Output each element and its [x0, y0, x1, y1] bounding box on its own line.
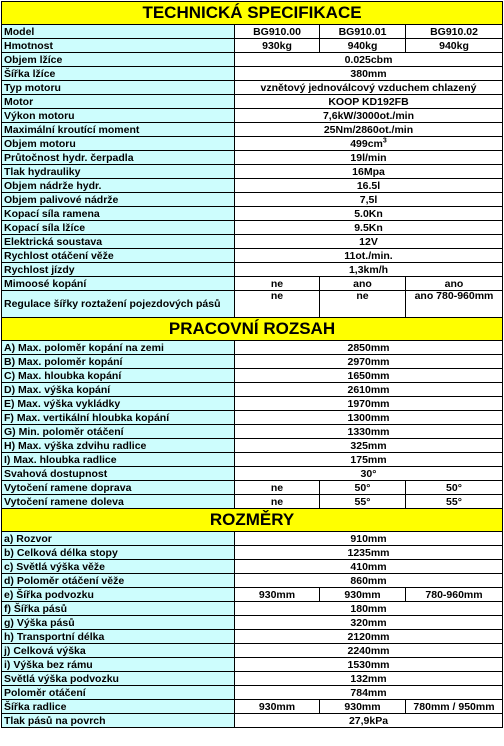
row-value-text: 25Nm/2860ot./min	[323, 123, 414, 136]
row-value	[235, 109, 503, 123]
table-row	[2, 686, 503, 700]
row-value	[235, 439, 503, 453]
sirka-podvozku-value-2: 930mm	[320, 588, 406, 602]
row-value-text: 1330mm	[347, 425, 390, 438]
row-value	[235, 602, 503, 616]
row-value-text: 1,3km/h	[348, 263, 389, 276]
table-row	[2, 81, 503, 95]
row-value	[235, 546, 503, 560]
table-row-tlak-pasu	[2, 714, 503, 728]
row-value-text: 860mm	[350, 574, 387, 587]
row-label: G) Min. poloměr otáčení	[2, 425, 235, 439]
model-3: BG910.02	[406, 25, 503, 39]
row-label: f) Šířka pásů	[2, 602, 235, 616]
table-row	[2, 574, 503, 588]
table-row	[2, 453, 503, 467]
sirka-radlice-value-3: 780mm / 950mm	[406, 700, 503, 714]
row-value	[235, 137, 503, 151]
spec-table-body-3	[2, 481, 503, 532]
row-value-text: 1530mm	[347, 658, 390, 671]
doprava-value-1: ne	[235, 481, 320, 495]
table-row	[2, 179, 503, 193]
row-value	[235, 686, 503, 700]
table-row	[2, 439, 503, 453]
hmotnost-value-2: 940kg	[320, 39, 406, 53]
row-label: A) Max. poloměr kopání na zemi	[2, 341, 235, 355]
row-value-text: 1300mm	[347, 411, 390, 424]
row-value-text: 2240mm	[347, 644, 390, 657]
row-value	[235, 453, 503, 467]
row-label: d) Poloměr otáčení věže	[2, 574, 235, 588]
table-row	[2, 53, 503, 67]
spec-table	[1, 1, 503, 728]
row-value	[235, 467, 503, 481]
row-label: Objem nádrže hydr.	[2, 179, 235, 193]
sirka-podvozku-value-3: 780-960mm	[406, 588, 503, 602]
table-row	[2, 249, 503, 263]
table-row	[2, 630, 503, 644]
table-row-sirka-podvozku	[2, 588, 503, 602]
row-value-text: 180mm	[350, 602, 387, 615]
sirka-radlice-value-1: 930mm	[235, 700, 320, 714]
row-value-text: 9.5Kn	[354, 221, 383, 234]
row-value	[235, 81, 503, 95]
table-row-model	[2, 25, 503, 39]
row-value	[235, 411, 503, 425]
row-value-text: 2850mm	[347, 341, 390, 354]
section-title-spec: TECHNICKÁ SPECIFIKACE	[2, 2, 503, 25]
doprava-value-2: 50°	[320, 481, 406, 495]
row-value	[235, 355, 503, 369]
row-value	[235, 235, 503, 249]
table-row	[2, 151, 503, 165]
row-value	[235, 383, 503, 397]
row-value-text: 30°	[360, 467, 377, 480]
row-label: F) Max. vertikální hloubka kopání	[2, 411, 235, 425]
sirka-radlice-label: Šířka radlice	[2, 700, 235, 714]
row-value-text: 499cm	[350, 137, 383, 150]
row-value	[235, 249, 503, 263]
row-label: Motor	[2, 95, 235, 109]
table-row	[2, 425, 503, 439]
row-value	[235, 53, 503, 67]
section-title-dimensions: ROZMĚRY	[2, 509, 503, 532]
row-label: Výkon motoru	[2, 109, 235, 123]
regulace-value-2: ne	[320, 291, 406, 318]
row-value	[235, 425, 503, 439]
spec-table-body-5	[2, 700, 503, 728]
hmotnost-label: Hmotnost	[2, 39, 235, 53]
spec-rows	[2, 53, 503, 277]
hmotnost-value-3: 940kg	[406, 39, 503, 53]
range-rows	[2, 341, 503, 481]
doprava-value-3: 50°	[406, 481, 503, 495]
row-value	[235, 369, 503, 383]
row-value-text: 11ot./min.	[344, 249, 393, 262]
table-row	[2, 369, 503, 383]
model-1: BG910.00	[235, 25, 320, 39]
regulace-value-3: ano 780-960mm	[406, 291, 503, 318]
row-value	[235, 263, 503, 277]
row-label: Rychlost otáčení věže	[2, 249, 235, 263]
row-value-text: 380mm	[350, 67, 387, 80]
dim-rows-b	[2, 602, 503, 700]
row-value-text: 12V	[359, 235, 378, 248]
row-label: i) Výška bez rámu	[2, 658, 235, 672]
row-label: Typ motoru	[2, 81, 235, 95]
row-value-text: 325mm	[350, 439, 387, 452]
row-label: g) Výška pásů	[2, 616, 235, 630]
table-row	[2, 355, 503, 369]
table-row-doleva	[2, 495, 503, 509]
dim-rows-a	[2, 532, 503, 588]
row-value-text: 320mm	[350, 616, 387, 629]
row-label: Svahová dostupnost	[2, 467, 235, 481]
table-row	[2, 341, 503, 355]
row-value-text: 19l/min	[350, 151, 387, 164]
row-label: b) Celková délka stopy	[2, 546, 235, 560]
table-row	[2, 532, 503, 546]
row-value	[235, 341, 503, 355]
sirka-podvozku-label: e) Šířka podvozku	[2, 588, 235, 602]
row-value-text: 132mm	[350, 672, 387, 685]
row-value-text: 175mm	[350, 453, 387, 466]
row-value-text: 16Mpa	[352, 165, 385, 178]
row-value-text: 7,5l	[359, 193, 378, 206]
table-row-hmotnost	[2, 39, 503, 53]
row-value	[235, 672, 503, 686]
table-row	[2, 193, 503, 207]
row-value	[235, 179, 503, 193]
row-value-text: 5.0Kn	[354, 207, 383, 220]
row-value-text: 7,6kW/3000ot./min	[322, 109, 415, 122]
row-value	[235, 397, 503, 411]
row-value	[235, 165, 503, 179]
row-value-text: vznětový jednoválcový vzduchem chlazený	[260, 81, 477, 94]
row-value-text: 1235mm	[347, 546, 390, 559]
table-row	[2, 658, 503, 672]
row-value	[235, 95, 503, 109]
row-label: Kopací síla lžíce	[2, 221, 235, 235]
table-row	[2, 546, 503, 560]
table-row-sirka-radlice	[2, 700, 503, 714]
tlak-pasu-label: Tlak pásů na povrch	[2, 714, 235, 728]
row-label: a) Rozvor	[2, 532, 235, 546]
row-label: Šířka lžíce	[2, 67, 235, 81]
table-row	[2, 123, 503, 137]
row-value-text: 0.025cbm	[344, 53, 393, 66]
mimoose-value-2: ano	[320, 277, 406, 291]
row-label: c) Světlá výška věže	[2, 560, 235, 574]
model-2: BG910.01	[320, 25, 406, 39]
table-row	[2, 672, 503, 686]
doleva-label: Vytočení ramene doleva	[2, 495, 235, 509]
table-row-mimoose	[2, 277, 503, 291]
row-value	[235, 67, 503, 81]
table-row	[2, 109, 503, 123]
doleva-value-1: ne	[235, 495, 320, 509]
row-value	[235, 658, 503, 672]
row-value	[235, 207, 503, 221]
row-value-text: 2610mm	[347, 383, 390, 396]
table-row	[2, 467, 503, 481]
hmotnost-value-1: 930kg	[235, 39, 320, 53]
row-value-text: 910mm	[350, 532, 387, 545]
row-value	[235, 151, 503, 165]
table-row	[2, 67, 503, 81]
row-label: j) Celková výška	[2, 644, 235, 658]
row-value-text: 1970mm	[347, 397, 390, 410]
row-label: I) Max. hloubka radlice	[2, 453, 235, 467]
row-label: E) Max. výška vykládky	[2, 397, 235, 411]
sirka-radlice-value-2: 930mm	[320, 700, 406, 714]
regulace-value-1: ne	[235, 291, 320, 318]
row-label: Tlak hydrauliky	[2, 165, 235, 179]
row-value-text: 16.5l	[356, 179, 381, 192]
doleva-value-2: 55°	[320, 495, 406, 509]
tlak-pasu-value: 27,9kPa	[235, 714, 503, 728]
row-value	[235, 123, 503, 137]
table-row-regulace	[2, 291, 503, 318]
row-value	[235, 532, 503, 546]
row-label: H) Max. výška zdvihu radlice	[2, 439, 235, 453]
mimoose-value-3: ano	[406, 277, 503, 291]
row-label: Poloměr otáčení	[2, 686, 235, 700]
table-row	[2, 560, 503, 574]
row-label: h) Transportní délka	[2, 630, 235, 644]
regulace-label: Regulace šířky roztažení pojezdových pásů	[2, 291, 235, 318]
sirka-podvozku-value-1: 930mm	[235, 588, 320, 602]
row-label: Elektrická soustava	[2, 235, 235, 249]
row-label: Objem palivové nádrže	[2, 193, 235, 207]
table-row	[2, 397, 503, 411]
spec-table-body	[2, 2, 503, 53]
doprava-label: Vytočení ramene doprava	[2, 481, 235, 495]
mimoose-label: Mimoosé kopání	[2, 277, 235, 291]
row-label: C) Max. hloubka kopání	[2, 369, 235, 383]
row-label: Objem lžíce	[2, 53, 235, 67]
table-row	[2, 383, 503, 397]
table-row	[2, 263, 503, 277]
table-row	[2, 644, 503, 658]
table-row	[2, 616, 503, 630]
table-row	[2, 137, 503, 151]
row-value-text: 1650mm	[347, 369, 390, 382]
row-label: Světlá výška podvozku	[2, 672, 235, 686]
row-value	[235, 644, 503, 658]
row-value	[235, 574, 503, 588]
table-row	[2, 207, 503, 221]
row-value-text: 410mm	[350, 560, 387, 573]
row-label: Maximální kroutící moment	[2, 123, 235, 137]
row-value	[235, 221, 503, 235]
model-label: Model	[2, 25, 235, 39]
row-value	[235, 630, 503, 644]
table-row	[2, 221, 503, 235]
row-value	[235, 616, 503, 630]
table-row	[2, 602, 503, 616]
row-value-text: 784mm	[350, 686, 387, 699]
row-value-sup: 3	[382, 137, 387, 144]
spec-table-body-2	[2, 277, 503, 341]
table-row	[2, 95, 503, 109]
table-row	[2, 165, 503, 179]
spec-table-body-4	[2, 588, 503, 602]
section-title-range: PRACOVNÍ ROZSAH	[2, 318, 503, 341]
row-label: Průtočnost hydr. čerpadla	[2, 151, 235, 165]
mimoose-value-1: ne	[235, 277, 320, 291]
row-label: Kopací síla ramena	[2, 207, 235, 221]
row-value-text: KOOP KD192FB	[328, 95, 409, 108]
table-row	[2, 235, 503, 249]
row-value-text: 2120mm	[347, 630, 390, 643]
row-label: D) Max. výška kopání	[2, 383, 235, 397]
row-label: Rychlost jízdy	[2, 263, 235, 277]
table-row	[2, 411, 503, 425]
row-label: B) Max. poloměr kopání	[2, 355, 235, 369]
row-value	[235, 560, 503, 574]
table-row-doprava	[2, 481, 503, 495]
doleva-value-3: 55°	[406, 495, 503, 509]
row-label: Objem motoru	[2, 137, 235, 151]
row-value-text: 2970mm	[347, 355, 390, 368]
row-value	[235, 193, 503, 207]
